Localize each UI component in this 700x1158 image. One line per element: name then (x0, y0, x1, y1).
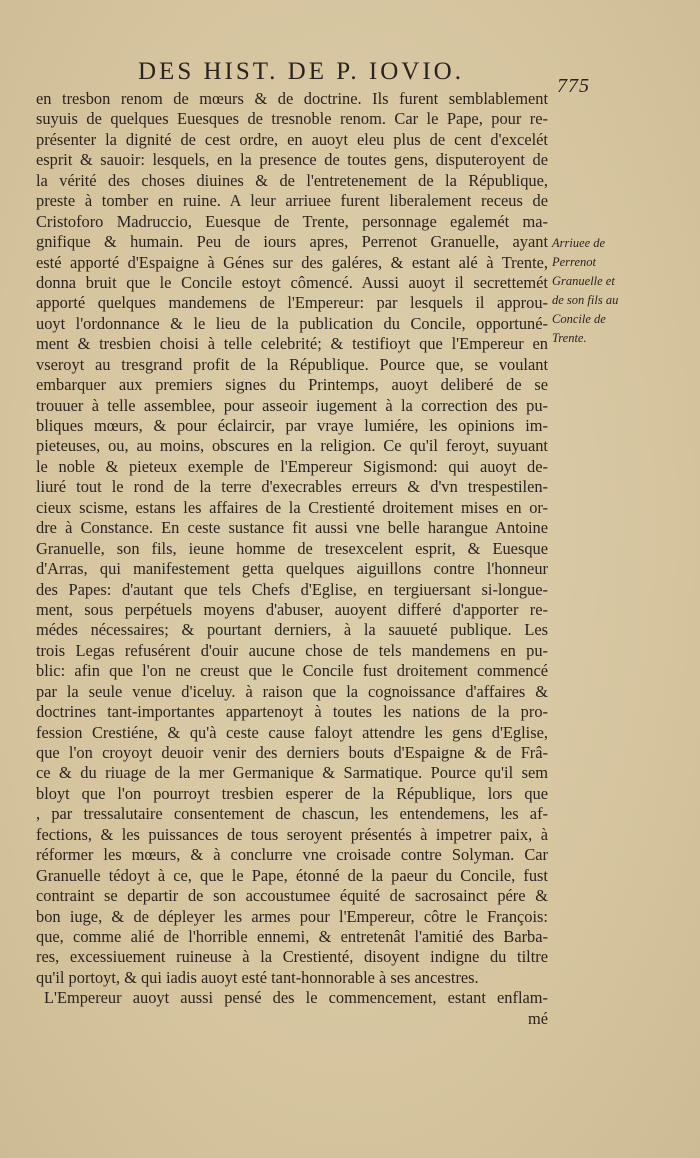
text-line: doctrines tant-importantes appartenoyt à toutes les nations de la pro- (36, 702, 548, 722)
text-line: dre à Constance. En ceste sustance fit aussi vne belle harangue Antoine (36, 518, 548, 538)
text-line: , par tressalutaire consentement de chascun, les entendemens, les af- (36, 804, 548, 824)
margin-note (552, 234, 652, 348)
text-line: vseroyt au tresgrand profit de la République. Pource que, se voulant (36, 354, 548, 374)
text-line: qu'il portoyt, & qui iadis auoyt esté tant-honnorable à ses ancestres. (36, 967, 479, 987)
text-line: fections, & les puissances de tous seroyent présentés à impetrer paix, à (36, 824, 548, 844)
text-line: médes nécessaires; & pourtant derniers, à la sauueté publique. Les (36, 620, 548, 640)
text-line: ment, sous perpétuels moyens d'abuser, auoyent differé d'apporter re- (36, 599, 548, 619)
text-line: que, comme alié de l'horrible ennemi, & entretenât l'amitié des Barba- (36, 926, 548, 946)
text-line: en tresbon renom de mœurs & de doctrine. Ils furent semblablement (36, 89, 548, 108)
body-text (36, 89, 548, 1029)
text-line: Granuelle, son fils, ieune homme de tresexcelent esprit, & Euesque (36, 538, 548, 558)
page-number: 775 (557, 75, 590, 97)
text-line: blic: afin que l'on ne creust que le Concile fust droitement commencé (36, 661, 548, 681)
margin-note-line: Concile de (552, 312, 606, 326)
text-line: pieteuses, ou, au moins, obscures en la religion. Ce qu'il feroyt, suyuant (36, 436, 548, 456)
text-line: bliques mœurs, & pour éclaircir, par vraye lumiére, les opinions im- (36, 416, 548, 435)
text-line: des Papes: d'autant que tels Chefs d'Eglise, en tergiuersant si-longue- (36, 579, 548, 599)
text-line: donna bruit que le Concile estoyt cômencé. Aussi auoyt il secrettemét (36, 272, 548, 292)
text-line: trois Legas refusérent d'ouir aucune chose de tels mandemens en pu- (36, 640, 548, 660)
text-line: par la seule venue d'iceluy. à raison que la cognoissance d'affaires & (36, 681, 548, 701)
text-line: Cristoforo Madruccio, Euesque de Trente, personnage egalemét ma- (36, 211, 548, 231)
text-line: réformer les mœurs, & à conclurre vne croisade contre Solyman. Car (36, 845, 548, 865)
text-line: gnifique & humain. Peu de iours apres, Perrenot Granuelle, ayant (36, 232, 548, 252)
text-line: embarquer aux premiers signes du Printemps, auoyt deliberé de se (36, 375, 548, 395)
margin-note-line: de son fils au (552, 293, 619, 307)
catchword: mé (527, 1008, 548, 1028)
text-line: L'Empereur auoyt aussi pensé des le commencement, estant enflam- (44, 988, 548, 1008)
margin-note-line: Trente. (552, 331, 587, 345)
text-line: bon iuge, & de dépleyer les armes pour l'Empereur, côtre le François: (36, 906, 548, 926)
text-line: fession Crestiéne, & qu'à ceste cause faloyt attendre les gens d'Eglise, (36, 722, 548, 742)
text-line: contraint se departir de son accoustumee équité de sacrosainct pére & (36, 886, 548, 906)
margin-note-line: Arriuee de (552, 236, 606, 250)
text-line: uoyt l'ordonnance & le lieu de la publication du Concile, opportuné- (36, 313, 548, 333)
text-line: trouuer à telle assemblee, pour asseoir iugement à la correction des pu- (36, 395, 548, 415)
text-line: ce & du riuage de la mer Germanique & Sarmatique. Pource qu'il sem (36, 763, 548, 783)
text-line: esté apporté d'Espaigne à Génes sur des galéres, & estant alé à Trente, (36, 252, 548, 272)
text-line: liuré tout le rond de la terre d'execrables erreurs & d'vn trespestilen- (36, 477, 548, 497)
text-line: le noble & pieteux exemple de l'Empereur Sigismond: qui auoyt de- (36, 456, 548, 476)
text-line: bloyt que l'on pourroyt tresbien esperer de la République, lors que (36, 783, 548, 803)
text-line: preste à tomber en ruine. A leur arriuee furent liberalement receus de (36, 191, 548, 211)
text-line: esprit & sauoir: lesquels, en la presence de toutes gens, disputeroyent de (36, 150, 548, 170)
running-header: DES HIST. DE P. IOVIO. (138, 58, 464, 85)
text-line: res, excessiuement ruineuse à la Crestienté, disoyent indigne du tiltre (36, 947, 548, 967)
text-line: cieux scisme, estans les affaires de la Crestienté droitement mises en or- (36, 497, 548, 517)
text-line: présenter la dignité de cest ordre, en auoyt eleu plus de cent d'excelét (36, 129, 548, 149)
margin-note-line: Perrenot (552, 255, 596, 269)
text-line: suyuis de quelques Euesques de tresnoble renom. Car le Pape, pour re- (36, 109, 548, 129)
text-line: apporté quelques mandemens de l'Empereur: par lesquels il approu- (36, 293, 548, 313)
text-line: d'Arras, qui manifestement getta quelques aiguillons contre l'honneur (36, 559, 548, 579)
text-line: que l'on croyoyt deuoir venir des derniers bouts d'Espaigne & de Frâ- (36, 743, 548, 762)
text-line: ment & tresbien choisi à telle celebrité; & testifioyt que l'Empereur en (36, 334, 548, 354)
text-line: la vérité des choses diuines & de l'entretenement de la République, (36, 170, 548, 190)
margin-note-line: Granuelle et (552, 274, 615, 288)
text-line: Granuelle tédoyt à ce, que le Pape, étonné de la paeur du Concile, fust (36, 865, 548, 885)
